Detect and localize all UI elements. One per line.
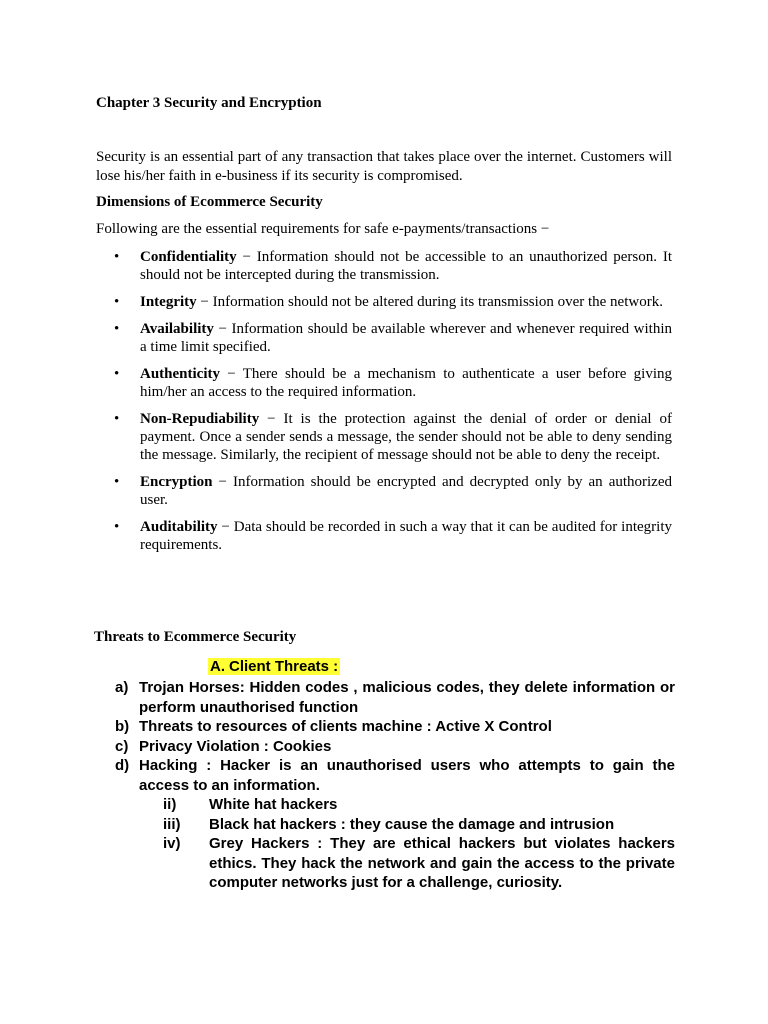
chapter-title: Chapter 3 Security and Encryption <box>96 95 322 111</box>
item-text: − Information should not be altered during its transmission over the network. <box>196 294 663 310</box>
bullet-icon: • <box>114 366 120 382</box>
item-text: − Information should not be accessible to an unauthorized person. It should not be intercepted during the transmission. <box>140 249 672 283</box>
dimensions-heading: Dimensions of Ecommerce Security <box>96 194 323 210</box>
bullet-icon: • <box>114 411 120 427</box>
threats-heading: Threats to Ecommerce Security <box>94 629 297 645</box>
list-item <box>115 737 675 757</box>
item-marker: iv) <box>163 835 181 852</box>
bullet-icon: • <box>114 474 120 490</box>
item-term: Auditability <box>140 519 218 535</box>
item-term: Authenticity <box>140 366 220 382</box>
list-item <box>115 756 675 893</box>
bullet-icon: • <box>114 519 120 535</box>
item-marker: iii) <box>163 815 181 833</box>
item-text: Hacking : Hacker is an unauthorised users who attempts to gain the access to an information. <box>139 757 675 794</box>
bullet-icon: • <box>114 321 120 337</box>
list-item <box>96 320 672 356</box>
item-marker: a) <box>115 679 129 696</box>
item-text: Threats to resources of clients machine : Active X Control <box>139 718 552 735</box>
item-marker: ii) <box>163 796 177 813</box>
hacker-types-list <box>139 795 675 893</box>
item-text: Trojan Horses: Hidden codes , malicious codes, they delete information or perform unauthorised function <box>139 679 675 716</box>
list-item <box>96 410 672 464</box>
bullet-icon: • <box>114 294 120 310</box>
list-item <box>115 678 675 717</box>
dimensions-lead: Following are the essential requirements for safe e-payments/transactions − <box>96 221 550 237</box>
item-text: White hat hackers <box>209 796 338 813</box>
requirements-list <box>96 248 672 563</box>
item-text: − It is the protection against the denial of order or denial of payment. Once a sender sends a message, the sender should not be able to deny sending the message. Similarly, the recipient of message should not be able to deny the receipt. <box>140 411 672 463</box>
client-threats-list <box>115 678 675 893</box>
list-item <box>139 834 675 893</box>
item-term: Encryption <box>140 474 213 490</box>
list-item <box>96 518 672 554</box>
item-term: Availability <box>140 321 214 337</box>
item-text: − Information should be encrypted and decrypted only by an authorized user. <box>140 474 672 508</box>
list-item <box>96 293 672 311</box>
list-item <box>139 795 675 815</box>
item-text: Grey Hackers : They are ethical hackers but violates hackers ethics. They hack the network and gain the access to the private computer networks just for a challenge, curiosity. <box>209 835 675 891</box>
list-item <box>139 815 675 835</box>
bullet-icon: • <box>114 249 120 265</box>
item-term: Confidentiality <box>140 249 237 265</box>
list-item <box>96 248 672 284</box>
item-term: Non-Repudiability <box>140 411 260 427</box>
list-item <box>115 717 675 737</box>
item-text: Black hat hackers : they cause the damage and intrusion <box>209 815 615 833</box>
item-marker: c) <box>115 737 129 755</box>
item-text: Privacy Violation : Cookies <box>139 737 332 755</box>
item-marker: b) <box>115 718 130 735</box>
item-text: − There should be a mechanism to authenticate a user before giving him/her an access to the required information. <box>140 366 672 400</box>
item-text: − Information should be available wherever and whenever required within a time limit specified. <box>140 321 672 355</box>
client-threats-heading <box>208 658 340 675</box>
item-text: − Data should be recorded in such a way that it can be audited for integrity requirements. <box>140 519 672 553</box>
client-threats-marker: A. <box>210 658 225 675</box>
list-item <box>96 473 672 509</box>
intro-paragraph: Security is an essential part of any transaction that takes place over the internet. Customers will lose his/her faith in e-business if its security is compromised. <box>96 149 672 184</box>
item-marker: d) <box>115 757 130 774</box>
item-term: Integrity <box>140 294 197 310</box>
list-item <box>96 365 672 401</box>
client-threats-label: Client Threats : <box>229 658 339 675</box>
